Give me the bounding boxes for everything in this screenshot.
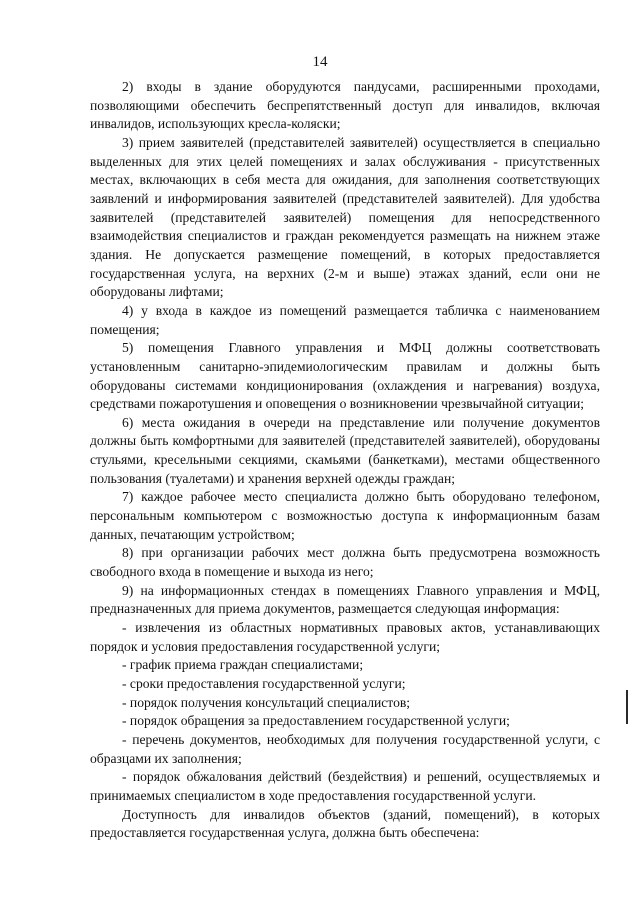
list-item-appeal-procedure: - порядок обжалования действий (бездействия) и решений, осуществляемых и принимаемых специалистом в ходе предоставления государственной услуги. <box>90 769 600 803</box>
paragraph-item-3-reception-rooms: 3) прием заявителей (представителей заявителей) осуществляется в специально выделенных для этих целей помещениях и залах обслуживания - присутственных местах, включающих в себя места для ожидания, для заполнения соответствующих заявлений и информирования заявителей (представителей заявителей). Для удобства заявителей (представителей заявителей) помещения для непосредственного взаимодействия специалистов и граждан рекомендуется размещать на нижнем этаже здания. Не допускается размещение помещений, в которых предоставляется государственная услуга, на верхних (2-м и выше) этажах зданий, если они не оборудованы лифтами; <box>90 134 600 300</box>
paragraph-accessibility-intro: Доступность для инвалидов объектов (зданий, помещений), в которых предоставляется государственная услуга, должна быть обеспечена: <box>90 806 600 841</box>
list-item-legal-extracts: - извлечения из областных нормативных правовых актов, устанавливающих порядок и условия предоставления государственной услуги; <box>90 620 600 654</box>
body-text <box>90 78 600 843</box>
list-item-application-procedure: - порядок обращения за предоставлением государственной услуги; <box>122 713 510 729</box>
paragraph-item-6-waiting-areas: 6) места ожидания в очереди на представление или получение документов должны быть комфортными для заявителей (представителей заявителей), оборудованы стульями, кресельными секциями, скамьями (банкетками), местами общественного пользования (туалетами) и хранения верхней одежды граждан; <box>90 414 600 486</box>
scan-edge-mark <box>626 690 628 724</box>
paragraph-item-2-entrances: 2) входы в здание оборудуются пандусами, расширенными проходами, позволяющими обеспечить беспрепятственный доступ для инвалидов, включая инвалидов, использующих кресла-коляски; <box>90 79 600 132</box>
paragraph-item-5-sanitary-rules: 5) помещения Главного управления и МФЦ должны соответствовать установленным санитарно-эпидемиологическим правилам и должны быть оборудованы системами кондиционирования (охлаждения и нагревания) воздуха, средствами пожаротушения и оповещения о возникновении чрезвычайной ситуации; <box>90 340 600 412</box>
paragraph-item-7-workplace-equipment: 7) каждое рабочее место специалиста должно быть оборудовано телефоном, персональным компьютером с возможностью доступа к информационным базам данных, печатающим устройством; <box>90 489 600 542</box>
list-item-service-terms: - сроки предоставления государственной услуги; <box>122 676 406 691</box>
paragraph-item-8-free-access: 8) при организации рабочих мест должна быть предусмотрена возможность свободного входа в помещение и выхода из него; <box>90 545 600 580</box>
list-item-consultations: - порядок получения консультаций специалистов; <box>122 694 411 710</box>
paragraph-item-4-sign-plate: 4) у входа в каждое из помещений размещается табличка с наименованием помещения; <box>90 302 600 337</box>
list-item-document-list: - перечень документов, необходимых для получения государственной услуги, с образцами их заполнения; <box>90 731 600 766</box>
paragraph-item-9-info-stands: 9) на информационных стендах в помещениях Главного управления и МФЦ, предназначенных для приема документов, размещается следующая информация: <box>90 582 600 617</box>
page-number: 14 <box>312 54 328 70</box>
list-item-reception-schedule: - график приема граждан специалистами; <box>122 657 364 673</box>
